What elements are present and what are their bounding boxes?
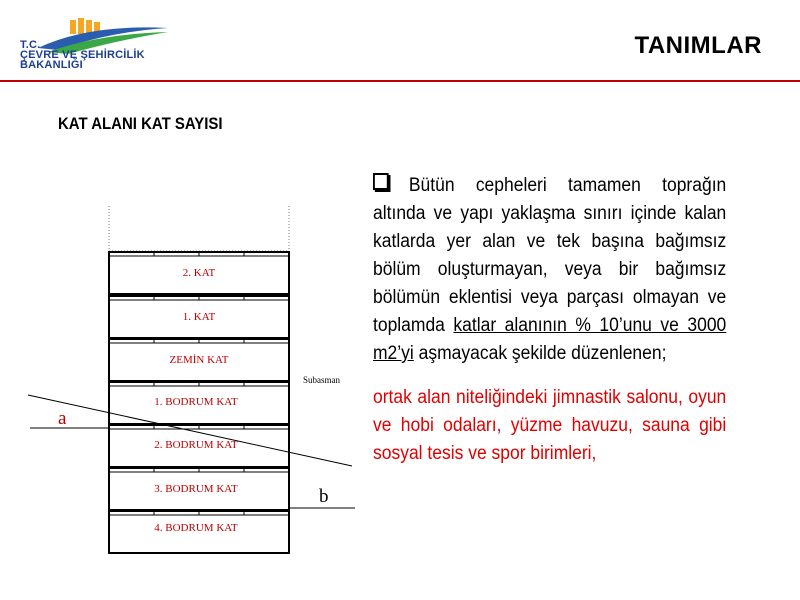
floor-zemin-kat <box>109 339 289 381</box>
logo-line-1: T.C. <box>20 39 41 51</box>
logo-line-3: BAKANLIĞI <box>20 59 83 71</box>
floor-label: 4. BODRUM KAT <box>154 522 238 534</box>
floor-label: 1. BODRUM KAT <box>154 396 238 408</box>
checkbox-bullet-icon <box>373 173 389 190</box>
paragraph-1-text: Bütün cepheleri tamamen toprağın altında ve yapı yaklaşma sınırı içinde kalan katlarda yer alan ve tek başına bağımsız bölüm oluşturmayan, veya bir bağımsız bölümün eklentisi veya parçası olmayan ve toplamda <box>373 175 727 336</box>
definition-paragraph-2: ortak alan niteliğindeki jimnastik salonu, oyun ve hobi odaları, yüzme havuzu, sauna gibi sosyal tesis ve spor birimleri, <box>373 387 727 464</box>
floor-label: 3. BODRUM KAT <box>154 483 238 495</box>
header-divider <box>0 80 800 82</box>
floor-1-kat <box>109 296 289 338</box>
logo-text <box>20 40 145 70</box>
logo-line-2: ÇEVRE VE ŞEHİRCİLİK <box>20 49 145 61</box>
floor-2-kat <box>109 252 289 294</box>
label-a: a <box>58 408 67 429</box>
section-title: KAT ALANI KAT SAYISI <box>58 114 223 133</box>
subasman-label: Subasman <box>303 375 340 385</box>
floor-1-bodrum <box>109 382 289 424</box>
paragraph-1-end: aşmayacak şekilde düzenlenen; <box>413 343 667 364</box>
label-b: b <box>319 486 329 507</box>
floor-label: 2. KAT <box>182 267 216 279</box>
floor-section-diagram <box>0 200 370 570</box>
floor-label: 1. KAT <box>182 311 216 323</box>
floor-4-bodrum <box>109 511 289 553</box>
definition-paragraph-1 <box>373 172 726 368</box>
floor-label: ZEMİN KAT <box>169 354 229 366</box>
floor-3-bodrum <box>109 468 289 510</box>
slide-title: TANIMLAR <box>634 32 762 59</box>
definition-text <box>373 172 726 468</box>
floor-label: 2. BODRUM KAT <box>154 439 238 451</box>
paragraph-1-underlined: katlar alanının % 10’unu ve 3000 m2’yi <box>373 315 727 364</box>
